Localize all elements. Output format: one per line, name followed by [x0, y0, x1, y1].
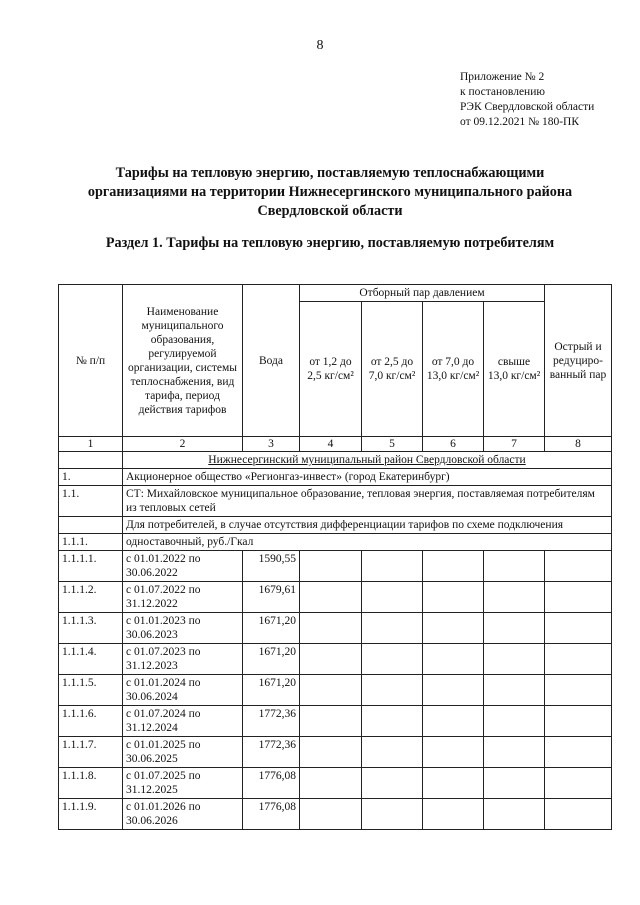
row-num: 1.1.1.5.	[59, 675, 123, 706]
region-name: Нижнесергинский муниципальный район Свердловской области	[123, 452, 612, 469]
pressure-2-tariff	[362, 644, 423, 675]
sharp-steam-tariff	[545, 737, 612, 768]
pressure-1-tariff	[300, 768, 362, 799]
header-sharp-steam: Острый и редуциро-ванный пар	[545, 285, 612, 437]
column-number: 4	[300, 437, 362, 452]
pressure-4-tariff	[484, 644, 545, 675]
sharp-steam-tariff	[545, 582, 612, 613]
pressure-4-tariff	[484, 706, 545, 737]
pressure-3-tariff	[423, 644, 484, 675]
pressure-1-tariff	[300, 706, 362, 737]
period: с 01.07.2022 по 31.12.2022	[123, 582, 243, 613]
row-num: 1.1.1.8.	[59, 768, 123, 799]
period: с 01.01.2022 по 30.06.2022	[123, 551, 243, 582]
period: с 01.07.2024 по 31.12.2024	[123, 706, 243, 737]
appendix-line: РЭК Свердловской области	[460, 101, 595, 113]
row-num: 1.1.	[59, 486, 123, 517]
period: с 01.07.2023 по 31.12.2023	[123, 644, 243, 675]
pressure-2-tariff	[362, 675, 423, 706]
appendix-block	[460, 70, 594, 130]
pressure-3-tariff	[423, 613, 484, 644]
pressure-1-tariff	[300, 737, 362, 768]
row-num: 1.1.1.1.	[59, 551, 123, 582]
note-text: Для потребителей, в случае отсутствия дифференциации тарифов по схеме подключения	[123, 517, 612, 534]
tariff-type-row	[59, 534, 612, 551]
pressure-3-tariff	[423, 768, 484, 799]
column-number: 6	[423, 437, 484, 452]
pressure-3-tariff	[423, 675, 484, 706]
sharp-steam-tariff	[545, 613, 612, 644]
water-tariff: 1671,20	[243, 613, 300, 644]
pressure-2-tariff	[362, 768, 423, 799]
appendix-line: Приложение № 2	[460, 71, 545, 83]
pressure-1-tariff	[300, 613, 362, 644]
pressure-3-tariff	[423, 706, 484, 737]
sharp-steam-tariff	[545, 706, 612, 737]
header-pressure-3: от 7,0 до 13,0 кг/см²	[423, 302, 484, 437]
tariff-type-name: одноставочный, руб./Гкал	[123, 534, 612, 551]
water-tariff: 1776,08	[243, 768, 300, 799]
row-num: 1.1.1.2.	[59, 582, 123, 613]
water-tariff: 1776,08	[243, 799, 300, 830]
table-row	[59, 737, 612, 768]
sharp-steam-tariff	[545, 644, 612, 675]
section-title: Раздел 1. Тарифы на тепловую энергию, поставляемую потребителям	[105, 235, 555, 251]
pressure-2-tariff	[362, 737, 423, 768]
pressure-1-tariff	[300, 675, 362, 706]
row-num: 1.1.1.3.	[59, 613, 123, 644]
table-row	[59, 582, 612, 613]
pressure-3-tariff	[423, 582, 484, 613]
pressure-4-tariff	[484, 737, 545, 768]
pressure-2-tariff	[362, 613, 423, 644]
title-line: организациями на территории Нижнесергинского муниципального района	[87, 184, 573, 200]
table-row	[59, 551, 612, 582]
system-row	[59, 486, 612, 517]
header-steam-group: Отборный пар давлением	[300, 285, 545, 302]
column-number: 2	[123, 437, 243, 452]
period: с 01.01.2026 по 30.06.2026	[123, 799, 243, 830]
row-num: 1.1.1.4.	[59, 644, 123, 675]
period: с 01.01.2023 по 30.06.2023	[123, 613, 243, 644]
header-pressure-1: от 1,2 до 2,5 кг/см²	[300, 302, 362, 437]
pressure-3-tariff	[423, 799, 484, 830]
table-row	[59, 768, 612, 799]
title-line: Свердловской области	[257, 203, 403, 219]
region-row	[59, 452, 612, 469]
column-number-row	[59, 437, 612, 452]
header-name: Наименование муниципального образования, регулируемой организации, системы теплоснабжения, вид тарифа, период действия тарифов	[123, 285, 243, 437]
header-num: № п/п	[59, 285, 123, 437]
water-tariff: 1772,36	[243, 737, 300, 768]
table-row	[59, 613, 612, 644]
sharp-steam-tariff	[545, 551, 612, 582]
pressure-1-tariff	[300, 644, 362, 675]
pressure-4-tariff	[484, 551, 545, 582]
tariff-table	[58, 284, 612, 830]
page-number: 8	[316, 38, 324, 53]
system-name: СТ: Михайловское муниципальное образование, тепловая энергия, поставляемая потребителям из тепловых сетей	[123, 486, 612, 517]
table-row	[59, 644, 612, 675]
period: с 01.01.2025 по 30.06.2025	[123, 737, 243, 768]
pressure-1-tariff	[300, 799, 362, 830]
period: с 01.01.2024 по 30.06.2024	[123, 675, 243, 706]
pressure-2-tariff	[362, 551, 423, 582]
pressure-2-tariff	[362, 706, 423, 737]
water-tariff: 1671,20	[243, 644, 300, 675]
column-number: 1	[59, 437, 123, 452]
pressure-3-tariff	[423, 737, 484, 768]
organization-row	[59, 469, 612, 486]
sharp-steam-tariff	[545, 675, 612, 706]
pressure-2-tariff	[362, 799, 423, 830]
row-num: 1.	[59, 469, 123, 486]
row-num: 1.1.1.9.	[59, 799, 123, 830]
pressure-4-tariff	[484, 768, 545, 799]
pressure-4-tariff	[484, 613, 545, 644]
table-row	[59, 799, 612, 830]
appendix-line: от 09.12.2021 № 180-ПК	[460, 116, 580, 128]
table-row	[59, 675, 612, 706]
document-title	[60, 164, 600, 221]
sharp-steam-tariff	[545, 768, 612, 799]
period: с 01.07.2025 по 31.12.2025	[123, 768, 243, 799]
table-row	[59, 706, 612, 737]
pressure-1-tariff	[300, 582, 362, 613]
pressure-4-tariff	[484, 582, 545, 613]
header-pressure-2: от 2,5 до 7,0 кг/см²	[362, 302, 423, 437]
header-water: Вода	[243, 285, 300, 437]
column-number: 3	[243, 437, 300, 452]
sharp-steam-tariff	[545, 799, 612, 830]
row-num: 1.1.1.7.	[59, 737, 123, 768]
header-pressure-4: свыше 13,0 кг/см²	[484, 302, 545, 437]
title-line: Тарифы на тепловую энергию, поставляемую теплоснабжающими	[115, 165, 545, 181]
note-row	[59, 517, 612, 534]
row-num: 1.1.1.	[59, 534, 123, 551]
water-tariff: 1679,61	[243, 582, 300, 613]
pressure-3-tariff	[423, 551, 484, 582]
pressure-4-tariff	[484, 799, 545, 830]
pressure-1-tariff	[300, 551, 362, 582]
water-tariff: 1590,55	[243, 551, 300, 582]
appendix-line: к постановлению	[460, 86, 545, 98]
column-number: 8	[545, 437, 612, 452]
column-number: 7	[484, 437, 545, 452]
water-tariff: 1772,36	[243, 706, 300, 737]
column-number: 5	[362, 437, 423, 452]
pressure-4-tariff	[484, 675, 545, 706]
row-num: 1.1.1.6.	[59, 706, 123, 737]
pressure-2-tariff	[362, 582, 423, 613]
organization-name: Акционерное общество «Регионгаз-инвест» (город Екатеринбург)	[123, 469, 612, 486]
water-tariff: 1671,20	[243, 675, 300, 706]
